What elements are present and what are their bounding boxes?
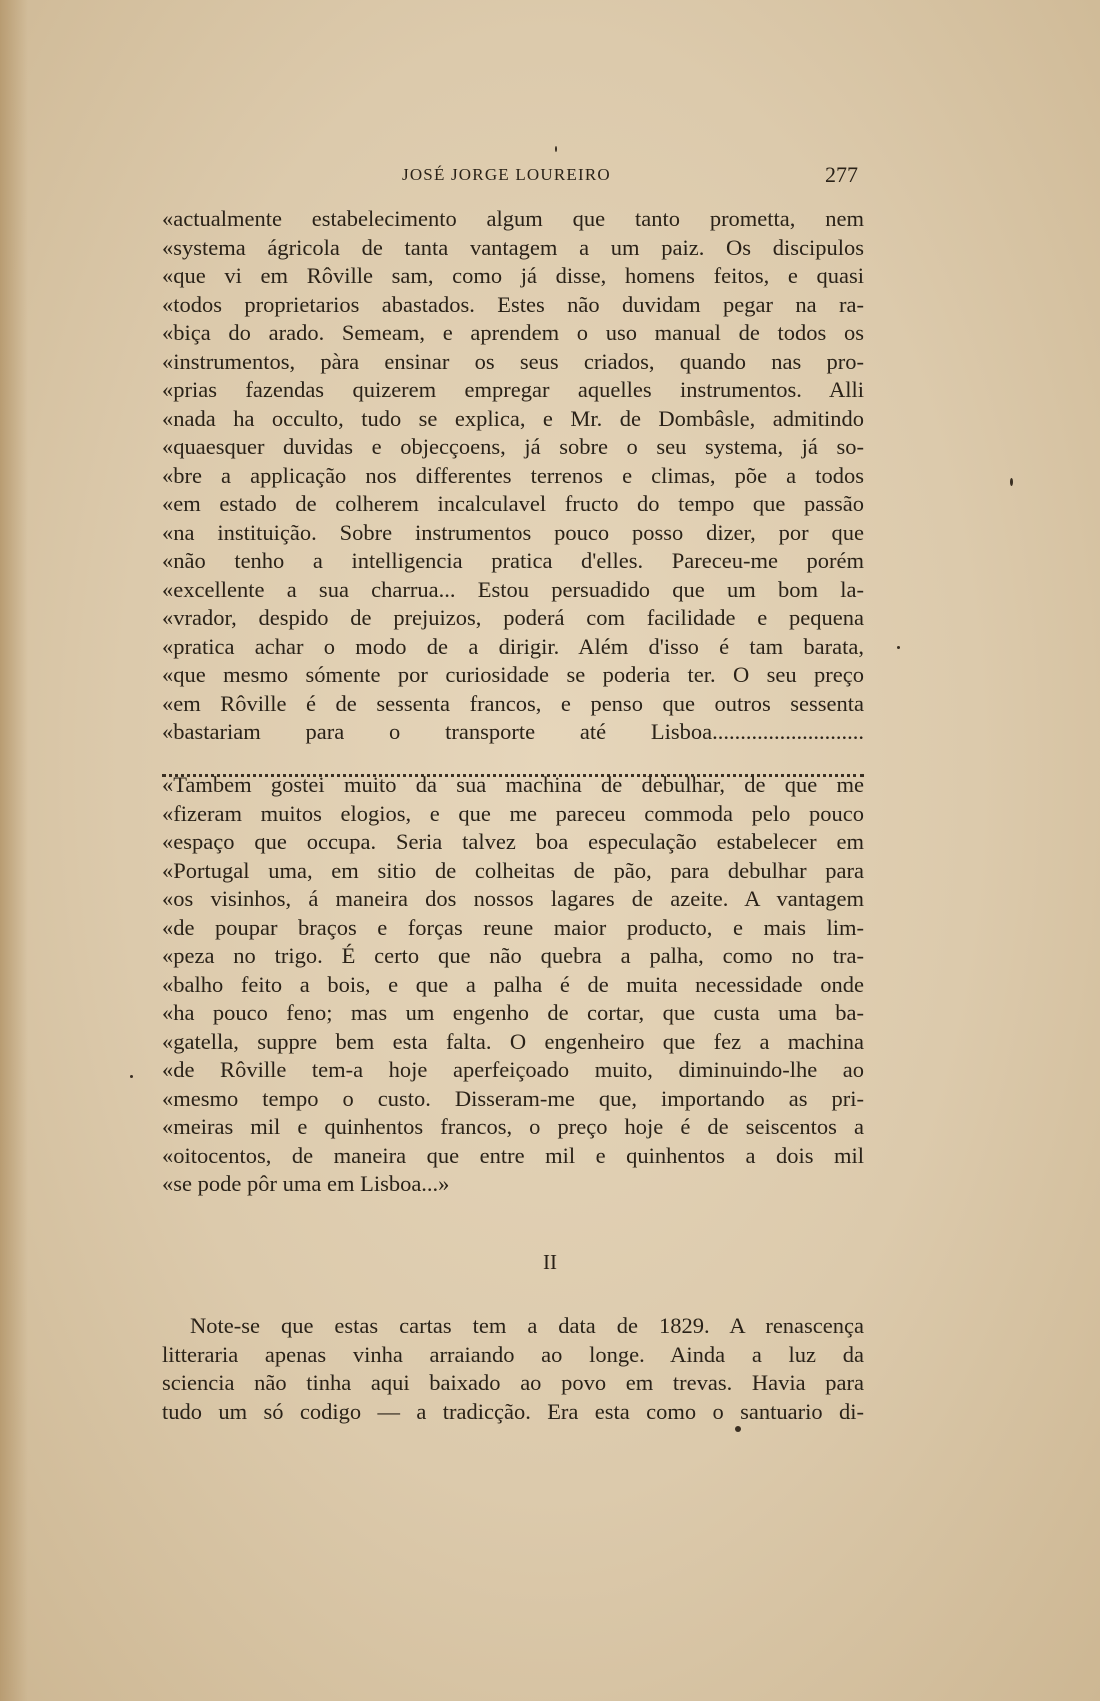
paper-speck	[1010, 478, 1013, 486]
text-line: «todos proprietarios abastados. Estes não duvidam pegar na ra-	[162, 291, 864, 317]
paper-speck	[130, 1075, 133, 1078]
text-line: «meiras mil e quinhentos francos, o preço hoje é de seiscentos a	[162, 1114, 864, 1139]
text-line: «gatella, suppre bem esta falta. O engenheiro que fez a machina	[162, 1028, 864, 1054]
text-line: «se pode pôr uma em Lisboa...»	[162, 1171, 450, 1196]
text-line: «prias fazendas quizerem empregar aquelles instrumentos. Alli	[162, 377, 864, 402]
quoted-letter-paragraph-2	[162, 771, 864, 1199]
text-line: «não tenho a intelligencia pratica d'elles. Pareceu-me porém	[162, 548, 864, 573]
text-line: «que vi em Rôville sam, como já disse, homens feitos, e quasi	[162, 263, 864, 288]
running-head: JOSÉ JORGE LOUREIRO	[402, 165, 611, 184]
quoted-letter-paragraph-1	[162, 205, 864, 747]
text-line: sciencia não tinha aqui baixado ao povo em trevas. Havia para	[162, 1370, 864, 1395]
text-line: «mesmo tempo o custo. Disseram-me que, importando as pri-	[162, 1085, 864, 1111]
text-line: «vrador, despido de prejuizos, poderá com facilidade e pequena	[162, 605, 864, 630]
text-line: «systema ágricola de tanta vantagem a um paiz. Os discipulos	[162, 234, 864, 260]
text-line: «na instituição. Sobre instrumentos pouco posso dizer, por que	[162, 519, 864, 545]
text-line: tudo um só codigo — a tradicção. Era esta como o santuario di-	[162, 1398, 864, 1424]
paper-speck	[897, 646, 900, 649]
text-line: «de poupar braços e forças reune maior producto, e mais lim-	[162, 914, 864, 940]
text-line: «bastariam para o transporte até Lisboa...........................	[162, 719, 864, 744]
text-line: «peza no trigo. É certo que não quebra a palha, como no tra-	[162, 943, 864, 968]
text-line: «actualmente estabelecimento algum que tanto prometta, nem	[162, 206, 864, 231]
text-line: Note-se que estas cartas tem a data de 1829. A renascença	[190, 1313, 864, 1338]
text-line: «instrumentos, pàra ensinar os seus criados, quando nas pro-	[162, 348, 864, 374]
text-line: «pratica achar o modo de a dirigir. Além d'isso é tam barata,	[162, 633, 864, 659]
body-paragraph	[162, 1312, 864, 1426]
text-line: «que mesmo sómente por curiosidade se poderia ter. O seu preço	[162, 662, 864, 687]
page-header	[162, 162, 864, 193]
text-line: «em Rôville é de sessenta francos, e penso que outros sessenta	[162, 690, 864, 716]
text-line: «bre a applicação nos differentes terrenos e climas, põe a todos	[162, 462, 864, 488]
text-line: «balho feito a bois, e que a palha é de muita necessidade onde	[162, 971, 864, 997]
section-numeral: II	[543, 1250, 557, 1274]
text-line: «espaço que occupa. Seria talvez boa especulação estabelecer em	[162, 829, 864, 854]
text-line: «excellente a sua charrua... Estou persuadido que um bom la-	[162, 576, 864, 602]
paper-speck	[555, 146, 557, 152]
text-line: «nada ha occulto, tudo se explica, e Mr. de Dombâsle, admitindo	[162, 405, 864, 431]
text-line: «ha pouco feno; mas um engenho de cortar, que custa uma ba-	[162, 1000, 864, 1025]
text-line: «Portugal uma, em sitio de colheitas de pão, para debulhar para	[162, 857, 864, 883]
text-line: «em estado de colherem incalculavel fructo do tempo que passão	[162, 491, 864, 516]
text-line: «fizeram muitos elogios, e que me pareceu commoda pelo pouco	[162, 800, 864, 826]
text-line: «oitocentos, de maneira que entre mil e quinhentos a dois mil	[162, 1142, 864, 1168]
text-line: «biça do arado. Semeam, e aprendem o uso manual de todos os	[162, 320, 864, 345]
text-line: «de Rôville tem-a hoje aperfeiçoado muito, diminuindo-lhe ao	[162, 1057, 864, 1082]
text-line: litteraria apenas vinha arraiando ao longe. Ainda a luz da	[162, 1341, 864, 1367]
paper-speck	[735, 1426, 741, 1432]
text-line: «Tambem gostei muito da sua machina de debulhar, de que me	[162, 772, 864, 797]
page-number: 277	[825, 162, 858, 187]
text-line: «quaesquer duvidas e objecçoens, já sobre o seu systema, já so-	[162, 434, 864, 459]
text-line: «os visinhos, á maneira dos nossos lagares de azeite. A vantagem	[162, 886, 864, 911]
